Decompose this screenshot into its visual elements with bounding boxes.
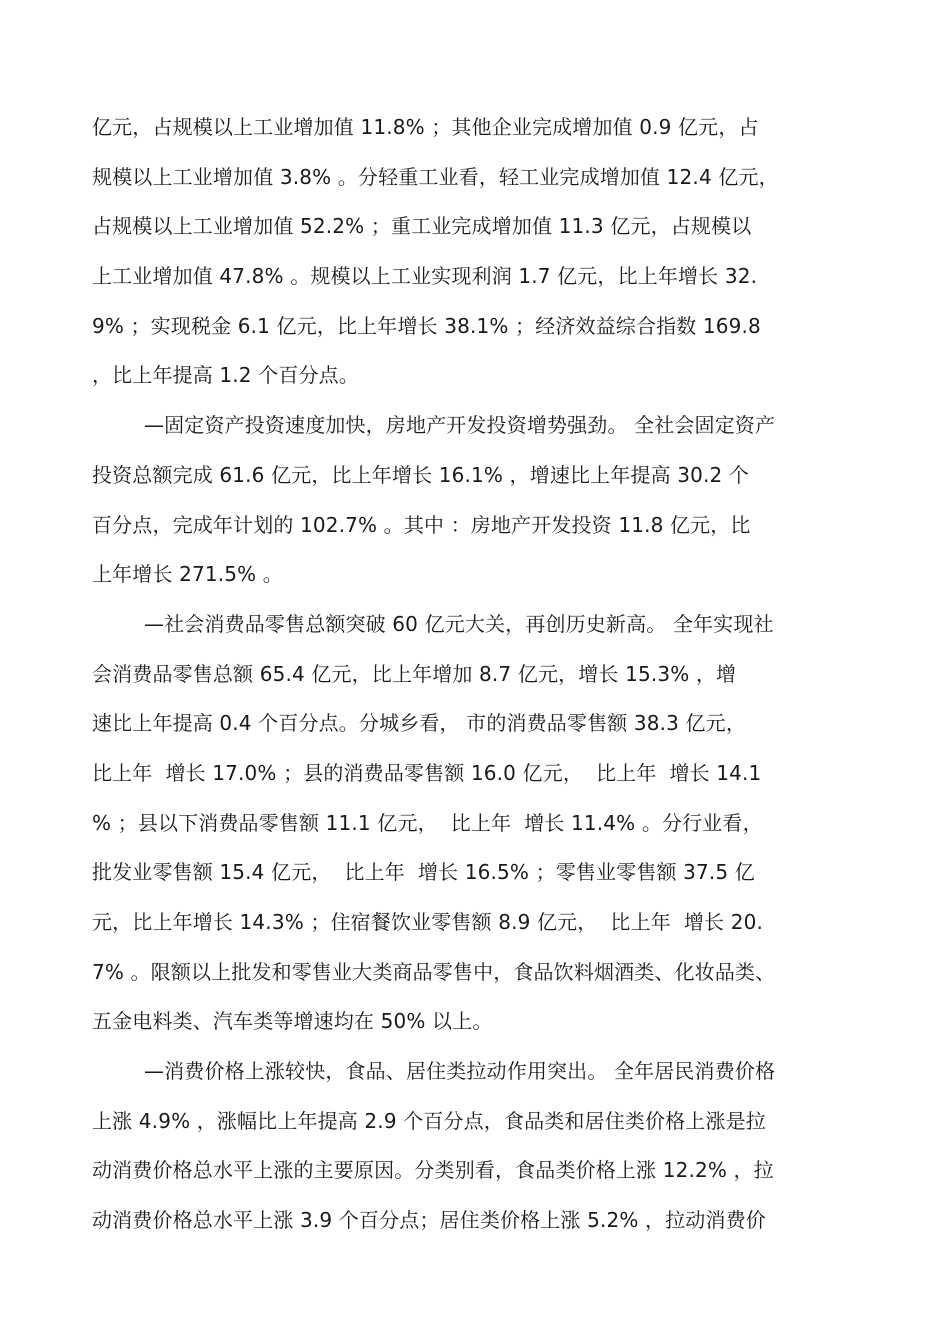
text-line: 动消费价格总水平上涨的主要原因。分类别看，食品类价格上涨 12.2% ，拉 bbox=[92, 1158, 774, 1183]
paragraph-lead-line: —社会消费品零售总额突破 60 亿元大关，再创历史新高。 全年实现社 bbox=[144, 611, 774, 636]
text-line: 亿元，占规模以上工业增加值 11.8% ；其他企业完成增加值 0.9 亿元，占 bbox=[92, 115, 759, 139]
text-line: 百分点，完成年计划的 102.7% 。其中 ：房地产开发投资 11.8 亿元，比 bbox=[92, 512, 751, 537]
text-line: 9% ；实现税金 6.1 亿元，比上年增长 38.1% ；经济效益综合指数 169.8 bbox=[92, 313, 761, 338]
text-line: 速比上年提高 0.4 个百分点。分城乡看， 市的消费品零售额 38.3 亿元， bbox=[92, 711, 746, 736]
paragraph-lead-line: —固定资产投资速度加快，房地产开发投资增势强劲。 全社会固定资产 bbox=[144, 413, 776, 438]
text-line: % ；县以下消费品零售额 11.1 亿元， 比上年 增长 11.4% 。分行业看， bbox=[92, 810, 763, 835]
text-line: 投资总额完成 61.6 亿元，比上年增长 16.1% ，增速比上年提高 30.2 个 bbox=[92, 462, 750, 487]
text-line: 五金电料类、汽车类等增速均在 50% 以上。 bbox=[92, 1009, 493, 1034]
text-line: 规模以上工业增加值 3.8% 。分轻重工业看，轻工业完成增加值 12.4 亿元， bbox=[92, 164, 779, 189]
text-line: 元，比上年增长 14.3% ；住宿餐饮业零售额 8.9 亿元， 比上年 增长 20. bbox=[92, 910, 763, 934]
text-line: 动消费价格总水平上涨 3.9 个百分点；居住类价格上涨 5.2% ，拉动消费价 bbox=[92, 1208, 766, 1233]
text-line: 上年增长 271.5% 。 bbox=[92, 562, 283, 587]
text-line: 比上年 增长 17.0% ；县的消费品零售额 16.0 亿元， 比上年 增长 14.1 bbox=[92, 760, 762, 785]
text-line: ，比上年提高 1.2 个百分点。 bbox=[92, 363, 359, 388]
text-line: 批发业零售额 15.4 亿元， 比上年 增长 16.5% ；零售业零售额 37.5 亿 bbox=[92, 860, 755, 885]
text-line: 占规模以上工业增加值 52.2% ；重工业完成增加值 11.3 亿元，占规模以 bbox=[92, 214, 752, 239]
paragraph-lead-line: —消费价格上涨较快，食品、居住类拉动作用突出。 全年居民消费价格 bbox=[144, 1059, 776, 1084]
text-line: 会消费品零售总额 65.4 亿元，比上年增加 8.7 亿元，增长 15.3% ，增 bbox=[92, 661, 737, 686]
text-line: 上工业增加值 47.8% 。规模以上工业实现利润 1.7 亿元，比上年增长 32. bbox=[92, 264, 758, 289]
document-body bbox=[92, 103, 867, 1246]
text-line: 7% 。限额以上批发和零售业大类商品零售中，食品饮料烟酒类、化妆品类、 bbox=[92, 959, 776, 984]
text-line: 上涨 4.9% ，涨幅比上年提高 2.9 个百分点，食品类和居住类价格上涨是拉 bbox=[92, 1108, 766, 1133]
